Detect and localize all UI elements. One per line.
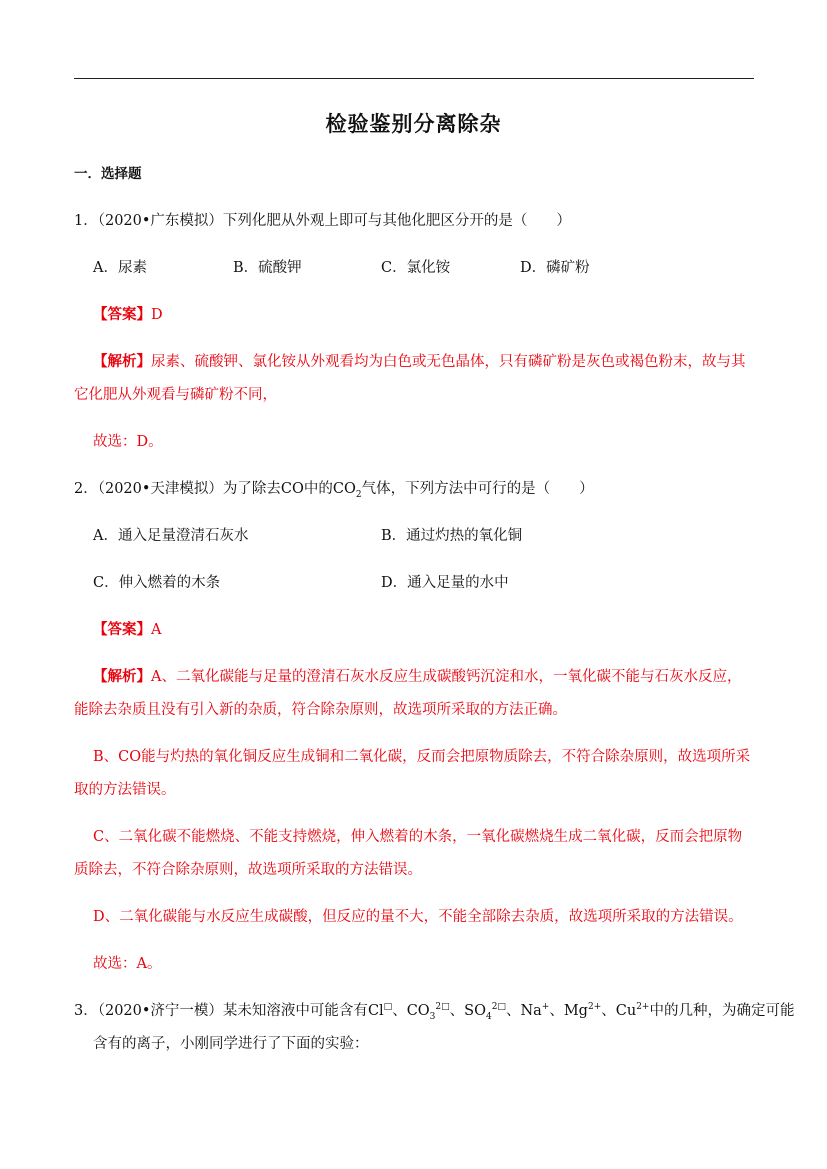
ion-cl-charge: □ xyxy=(383,1002,393,1013)
q1-answer xyxy=(93,305,163,325)
q2-option-c: C．伸入燃着的木条 xyxy=(93,575,221,591)
q3-prefix: 3．（2020•济宁一模）某未知溶液中可能含有 xyxy=(74,1003,368,1019)
q1-option-a: A．尿素 xyxy=(93,260,147,276)
ion-cu-charge: 2+ xyxy=(636,1002,650,1013)
ion-cu: Cu xyxy=(615,1003,637,1019)
ion-mg-charge: 2+ xyxy=(587,1002,602,1013)
question-3-stem-line-2: 含有的离子，小刚同学进行了下面的实验： xyxy=(93,1036,369,1052)
q2-analysis-c-line-2: 质除去，不符合除杂原则，故选项所采取的方法错误。 xyxy=(74,862,422,878)
q1-option-d: D．磷矿粉 xyxy=(520,260,590,276)
q2-analysis-tag: 【解析】 xyxy=(93,668,151,685)
q2-analysis-d-line: D、二氧化碳能与水反应生成碳酸，但反应的量不大，不能全部除去杂质，故选项所采取的方法错误。 xyxy=(93,909,743,925)
ion-so4-charge: 2□ xyxy=(491,1002,506,1013)
q2-answer xyxy=(93,620,161,640)
ion-so4: SO xyxy=(464,1003,486,1019)
q1-analysis-line-1 xyxy=(93,352,746,372)
ion-co3-subscript: 3 xyxy=(429,1011,436,1022)
ion-co3-charge: 2□ xyxy=(435,1002,450,1013)
q1-answer-tag: 【答案】 xyxy=(93,306,151,323)
q2-answer-value: A xyxy=(151,622,162,638)
ion-separator: 、 xyxy=(549,1003,564,1019)
section-heading: 一．选择题 xyxy=(74,166,142,182)
q2-analysis-a-line-2: 能除去杂质且没有引入新的杂质，符合除杂原则，故选项所采取的方法正确。 xyxy=(74,702,567,718)
q1-option-c: C．氯化铵 xyxy=(381,260,451,276)
q2-option-b: B．通过灼热的氧化铜 xyxy=(381,528,523,544)
q1-choice: 故选：D。 xyxy=(93,434,163,450)
q2-analysis-a-text: A、二氧化碳能与足量的澄清石灰水反应生成碳酸钙沉淀和水，一氧化碳不能与石灰水反应， xyxy=(151,669,742,685)
q2-choice: 故选：A。 xyxy=(93,956,162,972)
q2-stem-subscript: 2 xyxy=(355,489,362,500)
q2-stem-part-b: 气体，下列方法中可行的是（ ） xyxy=(361,481,594,497)
question-2-stem xyxy=(74,479,594,499)
q1-answer-value: D xyxy=(151,307,163,323)
ion-separator: 、 xyxy=(505,1003,521,1019)
question-1-stem: 1．（2020•广东模拟）下列化肥从外观上即可与其他化肥区分开的是（ ） xyxy=(74,213,571,229)
q1-analysis-text-1: 尿素、硫酸钾、氯化铵从外观看均为白色或无色晶体，只有磷矿粉是灰色或褐色粉末，故与其 xyxy=(151,354,746,370)
q1-analysis-line-2: 它化肥从外观看与磷矿粉不同， xyxy=(74,387,277,403)
q2-answer-tag: 【答案】 xyxy=(93,621,151,638)
ion-na-charge: + xyxy=(541,1002,550,1013)
ion-separator: 、 xyxy=(449,1003,465,1019)
ion-so4-subscript: 4 xyxy=(485,1011,492,1022)
q2-stem-part-a: 2．（2020•天津模拟）为了除去CO中的CO xyxy=(74,481,356,497)
ion-na: Na xyxy=(520,1003,542,1019)
ion-separator: 、 xyxy=(601,1003,616,1019)
q2-analysis-c-line-1: C、二氧化碳不能燃烧、不能支持燃烧，伸入燃着的木条，一氧化碳燃烧生成二氧化碳，反而会把原物 xyxy=(93,829,743,845)
ion-cl: Cl xyxy=(367,1003,384,1019)
header-rule xyxy=(74,78,754,79)
q3-suffix: 中的几种，为确定可能 xyxy=(649,1003,795,1019)
q2-analysis-b-line-1: B、CO能与灼热的氧化铜反应生成铜和二氧化碳，反而会把原物质除去，不符合除杂原则，故选项所采 xyxy=(93,749,751,765)
page-title: 检验鉴别分离除杂 xyxy=(325,111,502,136)
ion-separator: 、 xyxy=(392,1003,407,1019)
q1-option-b: B．硫酸钾 xyxy=(233,260,302,276)
q1-analysis-tag: 【解析】 xyxy=(93,353,151,370)
q2-option-a: A．通入足量澄清石灰水 xyxy=(93,528,249,544)
q2-analysis-a-line-1 xyxy=(93,667,741,687)
question-3-stem-line-1 xyxy=(74,1001,794,1021)
ion-mg: Mg xyxy=(563,1003,588,1019)
q2-option-d: D．通入足量的水中 xyxy=(381,575,509,591)
q2-analysis-b-line-2: 取的方法错误。 xyxy=(74,782,176,798)
ion-co3: CO xyxy=(406,1003,430,1019)
